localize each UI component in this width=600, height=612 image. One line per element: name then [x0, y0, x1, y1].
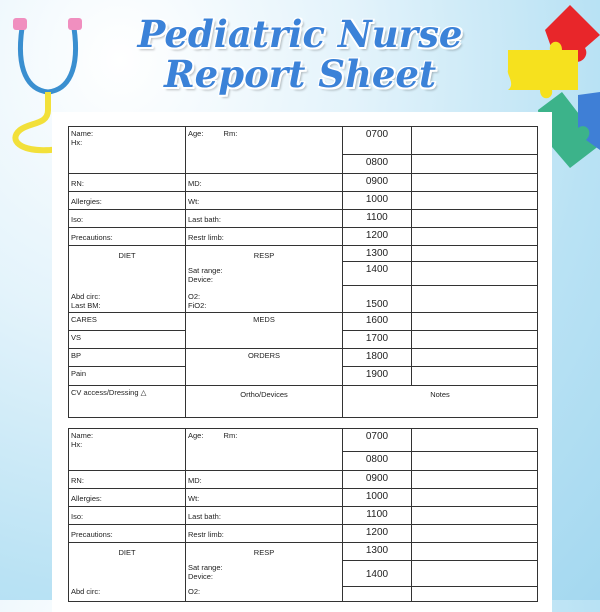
hour-cell: 1300 — [342, 542, 412, 561]
hour-cell: 1300 — [342, 245, 412, 262]
hour-cell: 1100 — [342, 209, 412, 228]
precautions-field[interactable] — [68, 524, 186, 543]
vs-label: VS — [71, 333, 82, 342]
rn-label: RN: — [71, 179, 84, 188]
pain-label: Pain — [71, 369, 87, 378]
hour-entry[interactable] — [411, 560, 538, 587]
hour-cell: 0900 — [342, 470, 412, 489]
allergies-label: Allergies: — [71, 197, 102, 206]
device-label: Device: — [188, 275, 214, 284]
allergies-field[interactable] — [68, 488, 186, 507]
cares-label: CARES — [71, 315, 97, 324]
hour-entry[interactable] — [411, 488, 538, 507]
abd-circ-label: Abd circ: — [71, 587, 101, 596]
hour-cell: 1200 — [342, 524, 412, 543]
hour-cell: 1900 — [342, 366, 412, 386]
precautions-field[interactable] — [68, 227, 186, 246]
wt-label: Wt: — [188, 494, 200, 503]
restr-limb-field[interactable] — [185, 227, 343, 246]
abd-circ-label: Abd circ: — [71, 292, 101, 301]
diet-field[interactable] — [68, 245, 186, 313]
wt-field[interactable] — [185, 191, 343, 210]
hour-entry[interactable] — [411, 191, 538, 210]
hour-cell: 1000 — [342, 488, 412, 507]
precautions-label: Precautions: — [71, 233, 113, 242]
cv-access-field[interactable] — [68, 385, 186, 418]
hour-entry[interactable] — [411, 227, 538, 246]
hour-entry[interactable] — [411, 173, 538, 192]
notes-label: Notes — [430, 390, 450, 399]
hour-entry[interactable] — [411, 542, 538, 561]
rn-field[interactable] — [68, 470, 186, 489]
name-label: Name: — [71, 129, 94, 138]
hour-entry[interactable] — [411, 506, 538, 525]
meds-field[interactable] — [185, 312, 343, 349]
md-label: MD: — [188, 476, 202, 485]
bp-field[interactable] — [68, 348, 186, 367]
md-field[interactable] — [185, 173, 343, 192]
wt-label: Wt: — [188, 197, 200, 206]
diet-field[interactable] — [68, 542, 186, 602]
hour-entry[interactable] — [411, 312, 538, 331]
hour-cell: 1400 — [342, 261, 412, 286]
report-sheet — [52, 112, 552, 612]
iso-label: Iso: — [71, 512, 84, 521]
iso-field[interactable] — [68, 209, 186, 228]
hour-entry[interactable] — [411, 245, 538, 262]
pain-field[interactable] — [68, 366, 186, 386]
hour-entry[interactable] — [411, 366, 538, 386]
hour-entry[interactable] — [411, 261, 538, 286]
title-line-1: Pediatric Nurse — [137, 12, 463, 56]
hour-cell: 1100 — [342, 506, 412, 525]
meds-label: MEDS — [253, 315, 275, 324]
hour-cell: 0700 — [342, 428, 412, 455]
hour-cell: 1500 — [342, 285, 412, 313]
wt-field[interactable] — [185, 488, 343, 507]
orders-field[interactable] — [185, 348, 343, 386]
vs-field[interactable] — [68, 330, 186, 349]
hx-label: Hx: — [71, 440, 83, 449]
rn-label: RN: — [71, 476, 84, 485]
resp-field[interactable] — [185, 245, 343, 313]
precautions-label: Precautions: — [71, 530, 113, 539]
rm-label: Rm: — [223, 129, 238, 138]
orders-label: ORDERS — [247, 351, 281, 360]
hour-entry[interactable] — [411, 451, 538, 471]
title-line-2: Report Sheet — [163, 52, 437, 96]
hour-cell: 1800 — [342, 348, 412, 367]
hour-entry[interactable] — [411, 285, 538, 313]
diet-label: DIET — [118, 251, 136, 260]
last-bath-field[interactable] — [185, 209, 343, 228]
cv-access-label: CV access/Dressing △ — [71, 388, 147, 397]
resp-label: RESP — [253, 251, 275, 260]
diet-label: DIET — [118, 548, 136, 557]
hour-entry[interactable] — [411, 348, 538, 367]
iso-field[interactable] — [68, 506, 186, 525]
cares-field[interactable] — [68, 312, 186, 331]
bp-label: BP — [71, 351, 82, 360]
name-label: Name: — [71, 431, 94, 440]
rm-label: Rm: — [223, 431, 238, 440]
hour-cell: 1600 — [342, 312, 412, 331]
restr-limb-label: Restr limb: — [188, 233, 224, 242]
hour-cell: 0800 — [342, 154, 412, 174]
notes-field[interactable] — [342, 385, 538, 418]
md-field[interactable] — [185, 470, 343, 489]
sat-range-label: Sat range: — [188, 563, 223, 572]
hour-entry[interactable] — [411, 154, 538, 174]
last-bm-label: Last BM: — [71, 301, 101, 310]
hour-entry[interactable] — [411, 126, 538, 155]
restr-limb-field[interactable] — [185, 524, 343, 543]
hour-cell: 0800 — [342, 451, 412, 471]
allergies-field[interactable] — [68, 191, 186, 210]
hour-cell: 1000 — [342, 191, 412, 210]
hour-cell: 1400 — [342, 560, 412, 587]
ortho-field[interactable] — [185, 385, 343, 418]
device-label: Device: — [188, 572, 214, 581]
rn-field[interactable] — [68, 173, 186, 192]
o2-label: O2: — [188, 587, 201, 596]
fio2-label: FiO2: — [188, 301, 207, 310]
hour-entry[interactable] — [411, 330, 538, 349]
resp-field[interactable] — [185, 542, 343, 602]
hour-cell: 1700 — [342, 330, 412, 349]
hour-cell: 1200 — [342, 227, 412, 246]
age-label: Age: — [188, 431, 204, 440]
allergies-label: Allergies: — [71, 494, 102, 503]
hour-cell: 0900 — [342, 173, 412, 192]
last-bath-label: Last bath: — [188, 512, 221, 521]
last-bath-label: Last bath: — [188, 215, 221, 224]
last-bath-field[interactable] — [185, 506, 343, 525]
age-label: Age: — [188, 129, 204, 138]
ortho-label: Ortho/Devices — [240, 390, 288, 399]
sat-range-label: Sat range: — [188, 266, 223, 275]
hour-entry[interactable] — [411, 470, 538, 489]
resp-label: RESP — [253, 548, 275, 557]
restr-limb-label: Restr limb: — [188, 530, 224, 539]
hour-entry[interactable] — [411, 209, 538, 228]
o2-label: O2: — [188, 292, 201, 301]
hx-label: Hx: — [71, 138, 83, 147]
md-label: MD: — [188, 179, 202, 188]
hour-cell: 0700 — [342, 126, 412, 155]
hour-entry[interactable] — [411, 524, 538, 543]
iso-label: Iso: — [71, 215, 84, 224]
